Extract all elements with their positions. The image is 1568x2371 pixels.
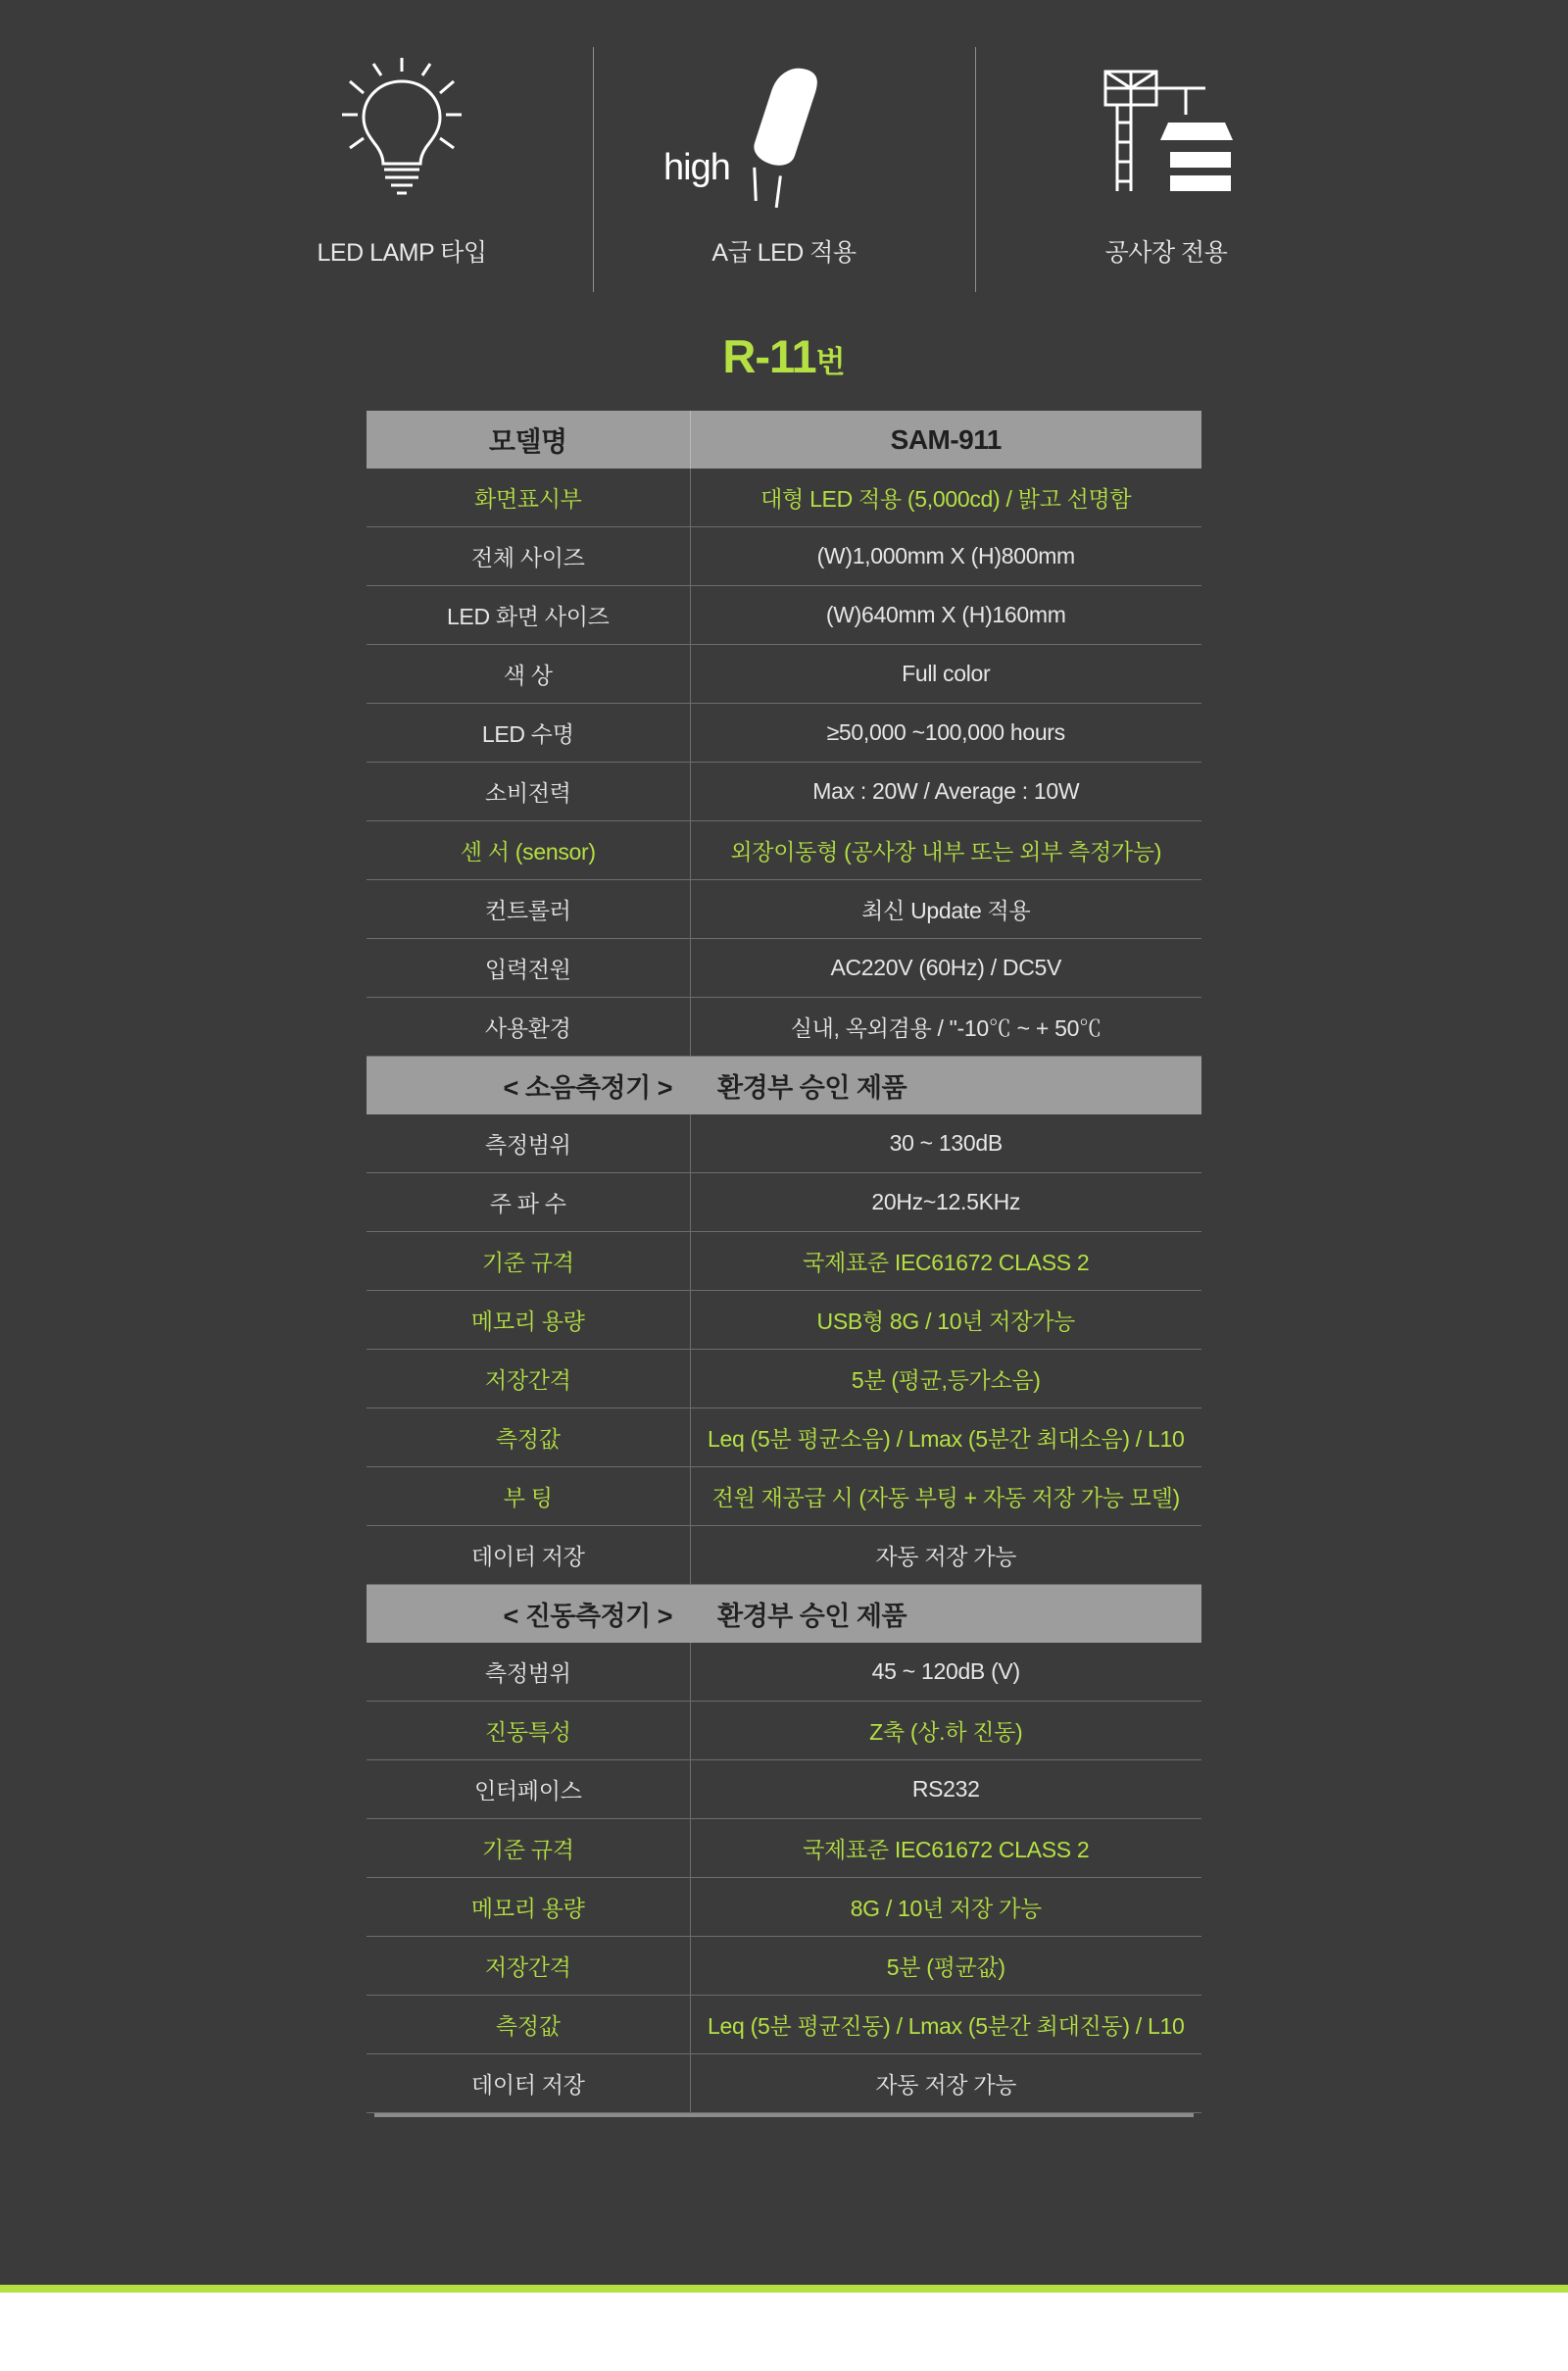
row-value: 대형 LED 적용 (5,000cd) / 밝고 선명함 <box>690 469 1201 527</box>
table-row <box>367 469 1201 527</box>
row-value: USB형 8G / 10년 저장가능 <box>690 1291 1201 1350</box>
table-row <box>367 527 1201 586</box>
row-value: Leq (5분 평균소음) / Lmax (5분간 최대소음) / L10 <box>690 1408 1201 1467</box>
title-suffix: 번 <box>815 345 846 379</box>
row-label: 진동특성 <box>367 1702 690 1760</box>
row-label: 소비전력 <box>367 763 690 821</box>
row-value: (W)1,000mm X (H)800mm <box>690 527 1201 586</box>
table-row <box>367 704 1201 763</box>
row-value: 실내, 옥외겸용 / "-10℃ ~ + 50℃ <box>690 998 1201 1057</box>
title-main: R-11 <box>722 330 816 382</box>
table-row <box>367 1114 1201 1173</box>
table-row <box>367 1819 1201 1878</box>
table-row <box>367 645 1201 704</box>
feature-row <box>0 0 1568 269</box>
led-diode-icon <box>612 39 956 225</box>
page-title <box>0 329 1568 383</box>
footer-area <box>0 2293 1568 2371</box>
section-title-right: 환경부 승인 제품 <box>690 1057 1201 1115</box>
construction-site-icon <box>995 39 1338 225</box>
row-label: 화면표시부 <box>367 469 690 527</box>
table-row <box>367 1996 1201 2054</box>
row-label: 저장간격 <box>367 1937 690 1996</box>
row-label: 주 파 수 <box>367 1173 690 1232</box>
row-label: 측정값 <box>367 1408 690 1467</box>
row-label: 부 팅 <box>367 1467 690 1526</box>
spec-table <box>367 411 1201 2113</box>
high-overlay-text: high <box>663 147 730 188</box>
row-value: 자동 저장 가능 <box>690 2054 1201 2113</box>
row-label: LED 수명 <box>367 704 690 763</box>
feature-construction-site <box>975 39 1357 269</box>
table-row <box>367 939 1201 998</box>
table-row <box>367 586 1201 645</box>
table-row <box>367 1526 1201 1585</box>
feature-label: LED LAMP 타입 <box>317 239 487 267</box>
table-row <box>367 880 1201 939</box>
accent-bar <box>0 2285 1568 2293</box>
row-value: Leq (5분 평균진동) / Lmax (5분간 최대진동) / L10 <box>690 1996 1201 2054</box>
row-label: 측정범위 <box>367 1114 690 1173</box>
row-label: 기준 규격 <box>367 1819 690 1878</box>
row-value: 최신 Update 적용 <box>690 880 1201 939</box>
table-row <box>367 1408 1201 1467</box>
row-value: Max : 20W / Average : 10W <box>690 763 1201 821</box>
row-label: 기준 규격 <box>367 1232 690 1291</box>
lightbulb-icon <box>230 39 573 225</box>
table-row <box>367 998 1201 1057</box>
table-row <box>367 2054 1201 2113</box>
row-value: 45 ~ 120dB (V) <box>690 1643 1201 1702</box>
row-value: 8G / 10년 저장 가능 <box>690 1878 1201 1937</box>
row-label: LED 화면 사이즈 <box>367 586 690 645</box>
section-title-left: < 진동측정기 > <box>367 1585 690 1644</box>
table-row <box>367 1291 1201 1350</box>
row-value: AC220V (60Hz) / DC5V <box>690 939 1201 998</box>
spec-table-wrap <box>367 411 1201 2117</box>
row-value: RS232 <box>690 1760 1201 1819</box>
row-label: 메모리 용량 <box>367 1291 690 1350</box>
row-label: 색 상 <box>367 645 690 704</box>
row-value: 전원 재공급 시 (자동 부팅 + 자동 저장 가능 모델) <box>690 1467 1201 1526</box>
row-value: Full color <box>690 645 1201 704</box>
feature-a-grade-led <box>593 39 975 269</box>
row-label: 센 서 (sensor) <box>367 821 690 880</box>
row-value: 5분 (평균값) <box>690 1937 1201 1996</box>
section-header-vibration <box>367 1585 1201 1644</box>
row-value: 국제표준 IEC61672 CLASS 2 <box>690 1232 1201 1291</box>
row-value: 5분 (평균,등가소음) <box>690 1350 1201 1408</box>
row-label: 데이터 저장 <box>367 1526 690 1585</box>
table-row <box>367 763 1201 821</box>
table-row <box>367 1467 1201 1526</box>
table-row <box>367 1350 1201 1408</box>
table-row <box>367 1760 1201 1819</box>
section-header-noise <box>367 1057 1201 1115</box>
feature-label: A급 LED 적용 <box>711 239 857 267</box>
table-row <box>367 1643 1201 1702</box>
table-row <box>367 1937 1201 1996</box>
table-row <box>367 1878 1201 1937</box>
table-row <box>367 821 1201 880</box>
section-title-left: < 소음측정기 > <box>367 1057 690 1115</box>
model-label: 모델명 <box>367 411 690 469</box>
row-label: 인터페이스 <box>367 1760 690 1819</box>
row-value: 30 ~ 130dB <box>690 1114 1201 1173</box>
table-header-row <box>367 411 1201 469</box>
row-label: 전체 사이즈 <box>367 527 690 586</box>
feature-led-lamp-type <box>211 39 593 269</box>
table-row <box>367 1173 1201 1232</box>
table-bottom-divider <box>374 2113 1194 2117</box>
table-row <box>367 1232 1201 1291</box>
model-value: SAM-911 <box>690 411 1201 469</box>
row-value: 외장이동형 (공사장 내부 또는 외부 측정가능) <box>690 821 1201 880</box>
row-label: 저장간격 <box>367 1350 690 1408</box>
row-value: Z축 (상.하 진동) <box>690 1702 1201 1760</box>
row-value: 국제표준 IEC61672 CLASS 2 <box>690 1819 1201 1878</box>
row-label: 메모리 용량 <box>367 1878 690 1937</box>
row-value: ≥50,000 ~100,000 hours <box>690 704 1201 763</box>
row-label: 컨트롤러 <box>367 880 690 939</box>
table-row <box>367 1702 1201 1760</box>
row-label: 측정범위 <box>367 1643 690 1702</box>
row-label: 사용환경 <box>367 998 690 1057</box>
row-label: 측정값 <box>367 1996 690 2054</box>
feature-label: 공사장 전용 <box>1104 239 1228 267</box>
row-value: 자동 저장 가능 <box>690 1526 1201 1585</box>
section-title-right: 환경부 승인 제품 <box>690 1585 1201 1644</box>
row-label: 데이터 저장 <box>367 2054 690 2113</box>
row-label: 입력전원 <box>367 939 690 998</box>
row-value: (W)640mm X (H)160mm <box>690 586 1201 645</box>
row-value: 20Hz~12.5KHz <box>690 1173 1201 1232</box>
